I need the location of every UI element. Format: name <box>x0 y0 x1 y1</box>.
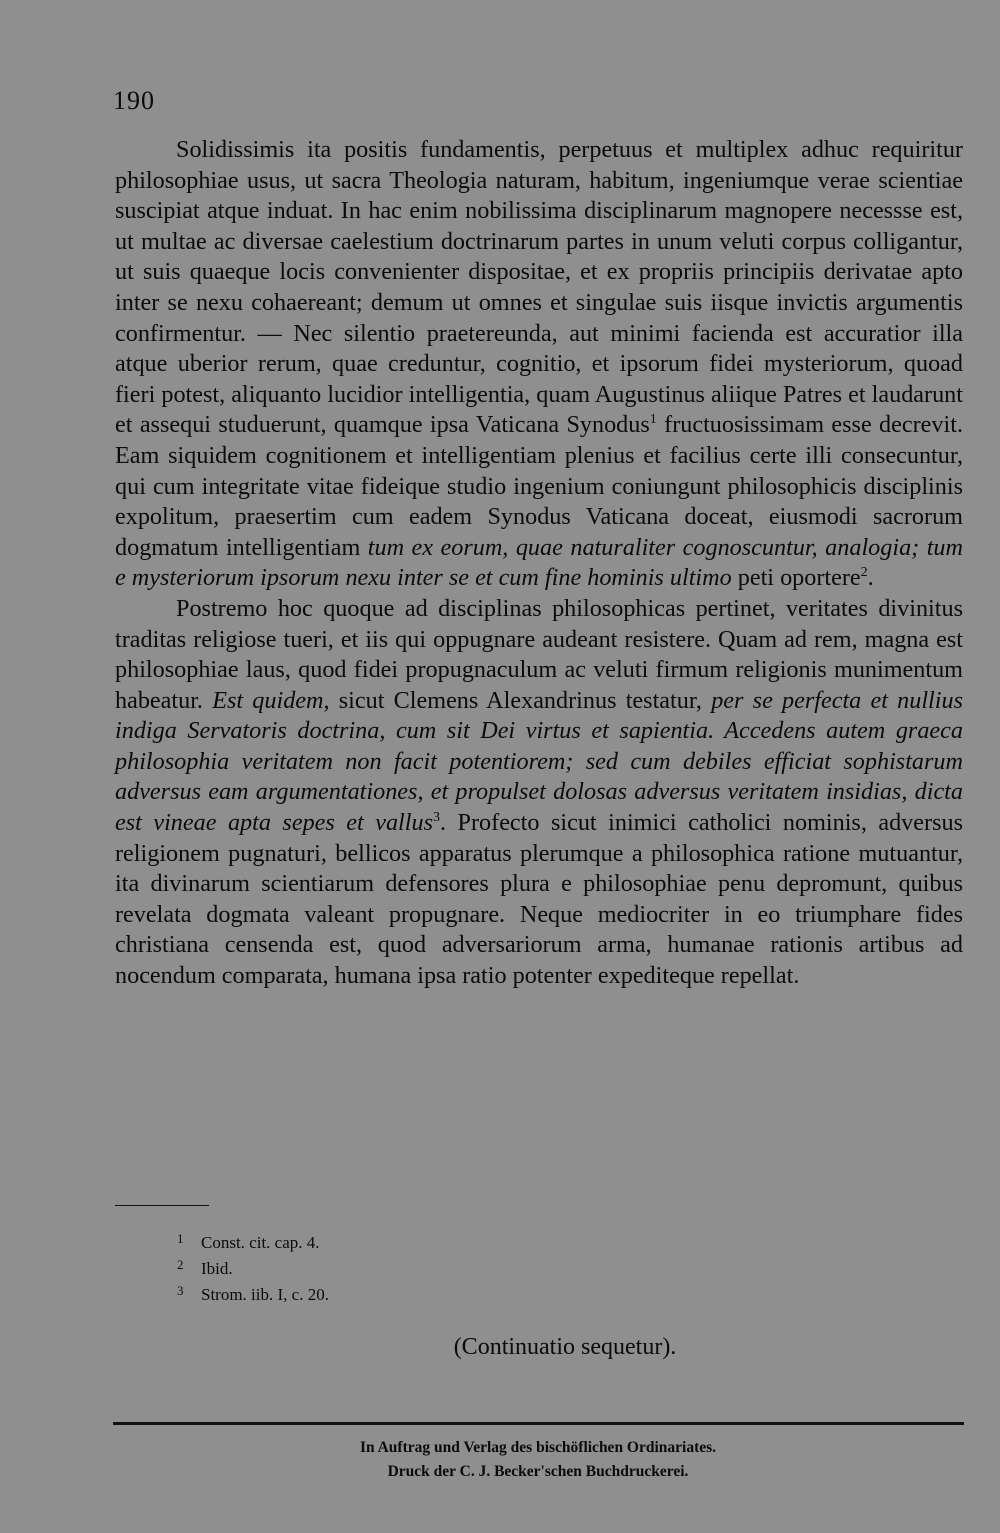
footnote-reference: 3 <box>433 810 441 825</box>
paragraph-1: Solidissimis ita positis fundamentis, perpetuus et multiplex adhuc requiritur philosophiae usus, ut sacra Theologia naturam, habitum, ingeniumque verae scientiae suscipiat atque induat. In hac enim nobilissima disciplinarum magnopere necessse est, ut multae ac diversae caelestium doctrinarum partes in unum veluti corpus colligantur, ut suis quaeque locis convenienter dispositae, et ex propriis principiis derivatae apto inter se nexu cohaereant; demum ut omnes et singulae suis iisque invictis argumentis confirmentur. — Nec silentio praetereunda, aut minimi facienda est accuratior illa atque uberior rerum, quae creduntur, cognitio, et ipsorum fidei mysteriorum, quoad fieri potest, aliquanto lucidior intelligentia, quam Augustinus aliique Patres et laudarunt et assequi studuerunt, quamque ipsa Vaticana Synodus$^1$ fructuosissimam esse decrevit. Eam siquidem cognitionem et intelligentiam plenius et facilius certe illi consecuntur, qui cum integritate vitae fideique studio ingenium coniungunt philosophicis disciplinis expolitum, praesertim cum eadem Synodus Vaticana doceat, eiusmodi sacrorum dogmatum intelligentiam tum ex eorum, quae naturaliter cognoscuntur, analogia; tum e mysteriorum ipsorum nexu inter se et cum fine hominis ultimo peti oportere$^2$. <box>115 136 963 592</box>
footnote-text: Strom. iib. I, c. 20. <box>201 1285 329 1304</box>
footnotes <box>177 1230 329 1308</box>
footnote <box>177 1230 329 1256</box>
imprint-printer: Druck der C. J. Becker'schen Buchdruckerei. <box>387 1463 689 1480</box>
footnote-reference: 2 <box>860 565 868 581</box>
footnote <box>177 1256 329 1282</box>
footnote <box>177 1282 329 1308</box>
imprint-publisher: In Auftrag und Verlag des bischöflichen Ordinariates. <box>359 1439 717 1456</box>
imprint-divider <box>113 1422 964 1425</box>
paragraph-2: Postremo hoc quoque ad disciplinas philosophicas pertinet, veritates divinitus traditas religiose tueri, et iis qui oppugnare audeant resistere. Quam ad rem, magna est philosophiae laus, quod fidei propugnaculum ac veluti firmum religionis munimentum habeatur. Est quidem, sicut Clemens Alexandrinus testatur, per se perfecta et nullius indiga Servatoris doctrina, cum sit Dei virtus et sapientia. Accedens autem graeca philosophia veritatem non facit potentiorem; sed cum debiles efficiat sophistarum adversus eam argumentationes, et propulset dolosas adversus veritatem insidias, dicta est vineae apta sepes et vallus$^3$. Profecto sicut inimici catholici nominis, adversus religionem pugnaturi, bellicos apparatus plerumque a philosophica ratione mutuantur, ita divinarum scientiarum defensores plura e philosophiae penu depromunt, quibus revelata dogmata valeant propugnare. Neque mediocriter in eo triumphare fides christiana censenda est, quod adversariorum arma, humanae rationis artibus ad nocendum comparata, humana ipsa ratio potenter expediteque repellat. <box>115 594 963 990</box>
footnote-mark: 3 <box>177 1283 184 1298</box>
footnote-reference: 1 <box>649 412 657 428</box>
imprint <box>0 1436 1000 1484</box>
footnote-mark: 1 <box>177 1231 184 1246</box>
footnote-mark: 2 <box>177 1257 184 1272</box>
footnote-text: Ibid. <box>201 1259 233 1278</box>
italic-quotation: tum ex eorum, quae naturaliter cognoscuntur, analogia; tum e mysteriorum ipsorum nexu inter se et cum fine hominis ultimo <box>115 533 963 592</box>
body-text <box>115 135 963 992</box>
italic-quotation: per se perfecta et nullius indiga Servatoris doctrina, cum sit Dei virtus et sapientia. Accedens autem graeca philosophia veritatem non facit potentiorem; sed cum debiles efficiat sophistarum adversus eam argumentationes, et propulset dolosas adversus veritatem insidias, dicta est vineae apta sepes et vallus <box>115 686 963 837</box>
page-number: 190 <box>113 86 155 115</box>
footnote-divider <box>115 1205 209 1206</box>
italic-quotation: Est quidem <box>212 686 324 714</box>
continuation-note: (Continuatio sequetur). <box>453 1334 677 1360</box>
footnote-text: Const. cit. cap. 4. <box>201 1233 320 1252</box>
